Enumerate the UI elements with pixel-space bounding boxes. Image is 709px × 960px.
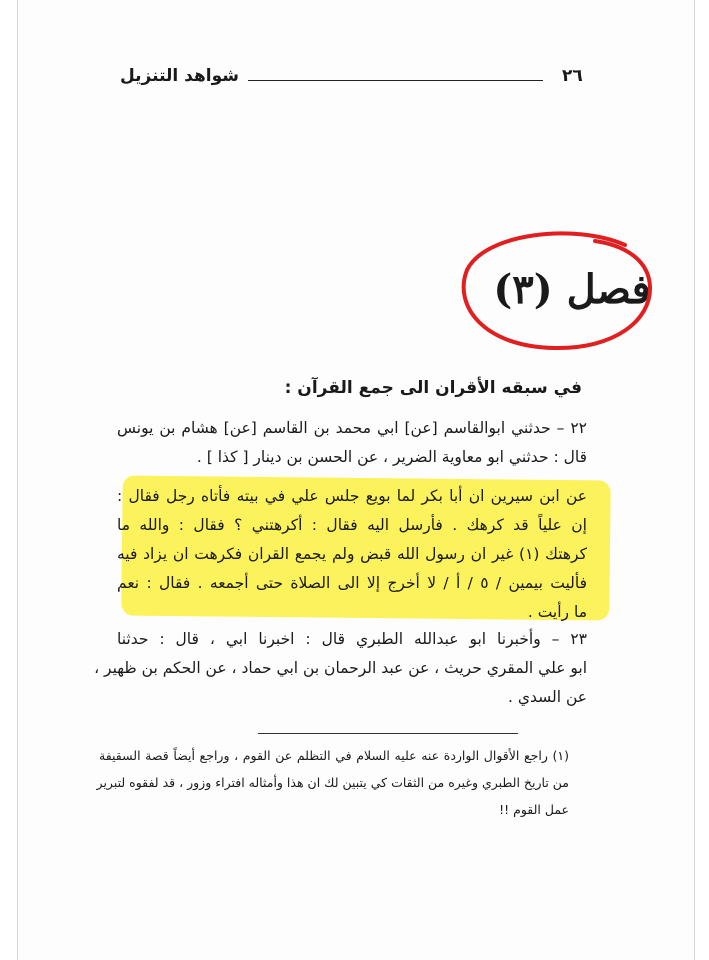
text-line: ٢٢ – حدثني ابوالقاسم [عن] ابي محمد بن القاسم [عن] هشام بن يونس: [117, 419, 587, 437]
text-line: فأليت بيمين / ٥ / أ / لا أخرج إلا الى الصلاة حتى أجمعه . فقال : نعم: [117, 574, 587, 592]
footnote: [96, 742, 569, 823]
section-heading: في سبقه الأقران الى جمع القرآن :: [284, 378, 582, 398]
footnote-line: عمل القوم !!: [499, 802, 569, 817]
highlighted-passage: [117, 482, 587, 627]
hadith-22-paragraph: [117, 414, 587, 472]
text-line: ما رأيت .: [527, 603, 587, 621]
text-line: كرهتك (١) غير ان رسول الله قبض ولم يجمع القران فكرهت ان يزاد فيه: [117, 545, 587, 563]
text-line: عن ابن سيرين ان أبا بكر لما بويع جلس علي في بيته فأتاه رجل فقال :: [117, 487, 587, 505]
footnote-rule: [258, 733, 518, 734]
text-line: ابو علي المقري حريث ، عن عبد الرحمان بن ابي حماد ، عن الحكم بن ظهير ،: [94, 659, 587, 677]
text-line: قال : حدثني ابو معاوية الضرير ، عن الحسن بن دينار [ كذا ] .: [196, 448, 587, 466]
chapter-title: فصل (٣): [493, 266, 651, 313]
running-title: شواهد التنزيل: [120, 66, 239, 86]
text-line: إن علياً قد كرهك . فأرسل اليه فقال : أكرهتني ؟ فقال : والله ما: [117, 516, 587, 534]
red-circle-annotation: [455, 225, 655, 365]
footnote-line: من تاريخ الطبري وغيره من الثقات كي يتبين لك ان هذا وأمثاله افتراء وزور ، قد لفقوه لتبرير: [96, 775, 569, 790]
page-number: ٢٦: [562, 66, 583, 86]
text-line: عن السدي .: [508, 688, 587, 706]
header-rule: [248, 80, 543, 81]
footnote-line: (١) راجع الأقوال الواردة عنه عليه السلام في التظلم عن القوم ، وراجع أيضاً قصة السقيفة: [99, 748, 569, 763]
hadith-23-paragraph: [94, 625, 587, 712]
text-line: ٢٣ – وأخبرنا ابو عبدالله الطبري قال : اخبرنا ابي ، قال : حدثنا: [117, 630, 587, 648]
